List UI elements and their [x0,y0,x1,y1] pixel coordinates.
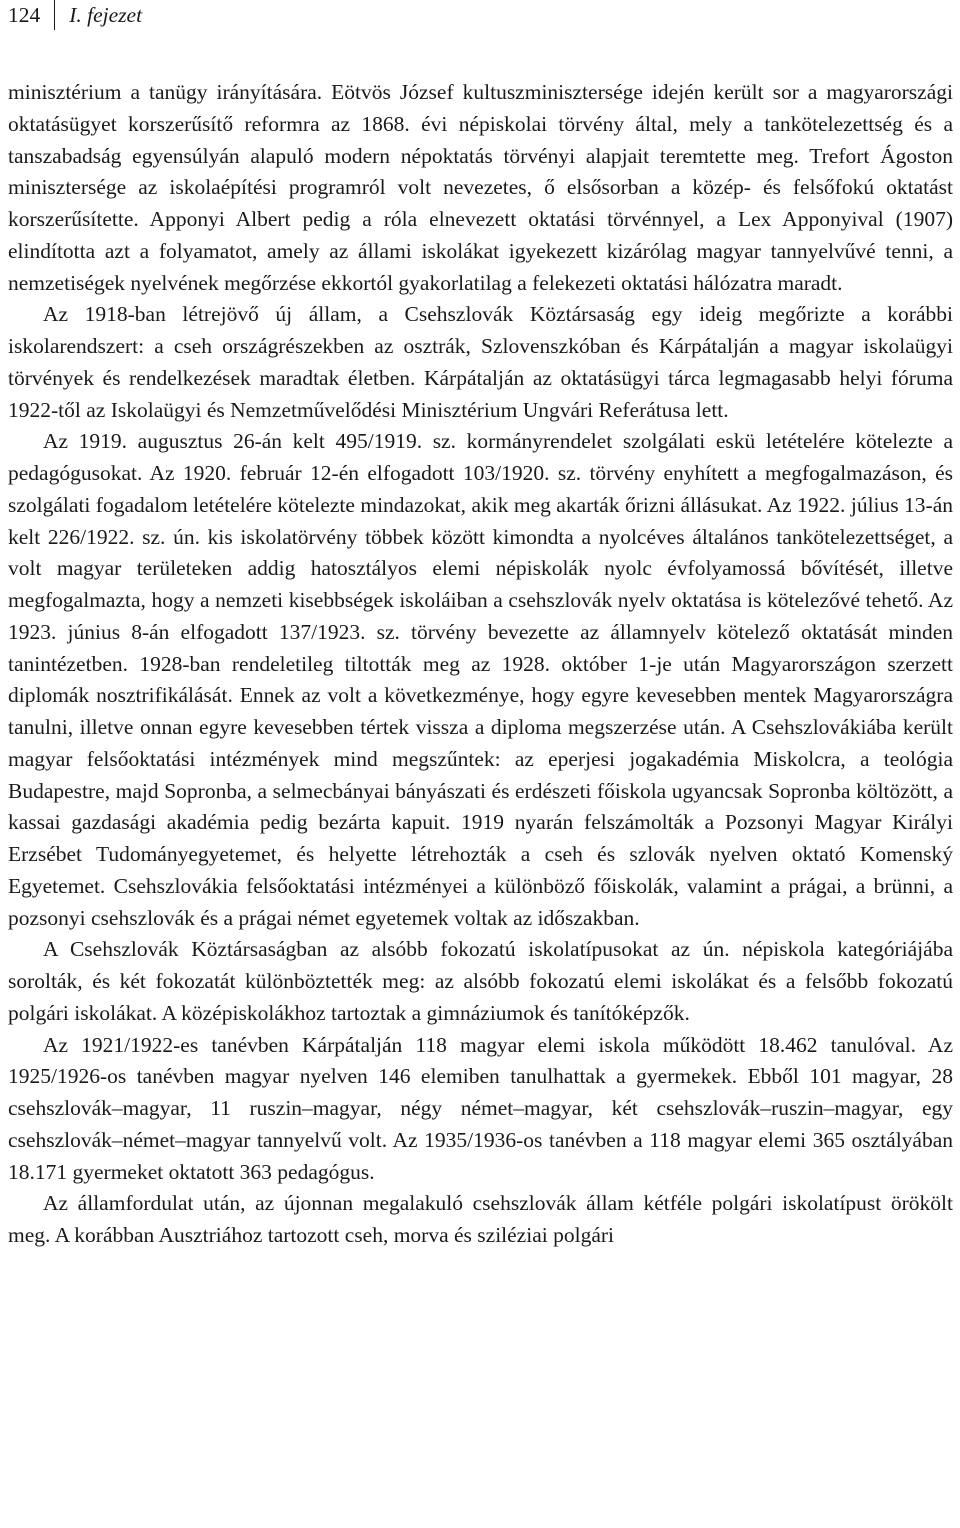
header-divider [54,0,55,30]
paragraph: Az államfordulat után, az újonnan megalakuló csehszlovák állam kétféle polgári iskolatípust örökölt meg. A korábban Ausztriához tartozott cseh, morva és sziléziai polgári [8,1191,953,1247]
paragraph: Az 1919. augusztus 26-án kelt 495/1919. sz. kormányrendelet szolgálati eskü letételére kötelezte a pedagógusokat. Az 1920. február 12-én elfogadott 103/1920. sz. törvény enyhített a megfogalmazáson, és szolgálati fogadalom letételére kötelezte mindazokat, akik meg akarták őrizni állásukat. Az 1922. július 13-án kelt 226/1922. sz. ún. kis iskolatörvény többek között kimondta a nyolcéves általános tankötelezettséget, a volt magyar területeken addig hatosztályos elemi népiskolák nyolc évfolyamossá bővítését, illetve megfogalmazta, hogy a nemzeti kisebbségek iskoláiban a csehszlovák nyelv oktatása is kötelezővé tehető. Az 1923. június 8-án elfogadott 137/1923. sz. törvény bevezette az államnyelv kötelező oktatását minden tanintézetben. 1928-ban rendeletileg tiltották meg az 1928. október 1-je után Magyarországon szerzett diplomák nosztrifikálását. Ennek az volt a következménye, hogy egyre kevesebben mentek Magyarországra tanulni, illetve onnan egyre kevesebben tértek vissza a diploma megszerzése után. A Csehszlovákiába került magyar felsőoktatási intézmények mind megszűntek: az eperjesi jogakadémia Miskolcra, a teológia Budapestre, majd Sopronba, a selmecbányai bányászati és erdészeti főiskola ugyancsak Sopronba költözött, a kassai gazdasági akadémia pedig bezárta kapuit. 1919 nyarán felszámolták a Pozsonyi Magyar Királyi Erzsébet Tudományegyetemet, és helyette létrehozták a cseh és szlovák nyelven oktató Komenský Egyetemet. Csehszlovákia felsőoktatási intézményei a különböző főiskolák, valamint a prágai, a brünni, a pozsonyi csehszlovák és a prágai német egyetemek voltak az időszakban. [8,429,953,930]
chapter-title: I. fejezet [69,3,143,27]
body-text [8,77,953,1252]
paragraph: Az 1921/1922-es tanévben Kárpátalján 118 magyar elemi iskola működött 18.462 tanulóval. Az 1925/1926-os tanévben magyar nyelven 146 elemiben tanulhattak a gyermekek. Ebből 101 magyar, 28 csehszlovák–magyar, 11 ruszin–magyar, négy német–magyar, két csehszlovák–ruszin–magyar, egy csehszlovák–német–magyar tannyelvű volt. Az 1935/1936-os tanévben a 118 magyar elemi 365 osztályában 18.171 gyermeket oktatott 363 pedagógus. [8,1032,953,1184]
paragraph: A Csehszlovák Köztársaságban az alsóbb fokozatú iskolatípusokat az ún. népiskola kategóriájába sorolták, és két fokozatát különböztették meg: az alsóbb fokozatú elemi iskolákat és a felsőbb fokozatú polgári iskolákat. A középiskolákhoz tartoztak a gimnáziumok és tanítóképzők. [8,937,953,1025]
paragraph: Az 1918-ban létrejövő új állam, a Csehszlovák Köztársaság egy ideig megőrizte a korábbi iskolarendszert: a cseh országrészekben az osztrák, Szlovenszkóban és Kárpátalján a magyar iskolaügyi törvények és rendelkezések maradtak életben. Kárpátalján az oktatásügyi tárca legmagasabb helyi fóruma 1922-től az Iskolaügyi és Nemzetművelődési Minisztérium Ungvári Referátusa lett. [8,302,953,422]
paragraph: minisztérium a tanügy irányítására. Eötvös József kultuszminisztersége idején került sor a magyarországi oktatásügyet korszerűsítő reformra az 1868. évi népiskolai törvény által, mely a tankötelezettség és a tanszabadság egyensúlyán alapuló modern népoktatás törvényi alapjait teremtette meg. Trefort Ágoston minisztersége az iskolaépítési programról volt nevezetes, ő elsősorban a közép- és felsőfokú oktatást korszerűsítette. Apponyi Albert pedig a róla elnevezett oktatási törvénnyel, a Lex Apponyival (1907) elindította azt a folyamatot, amely az állami iskolákat igyekezett kizárólag magyar tannyelvűvé tenni, a nemzetiségek nyelvének megőrzése ekkortól gyakorlatilag a felekezeti oktatási hálózatra maradt. [8,80,953,295]
running-header [8,0,142,30]
page-number: 124 [8,3,41,27]
